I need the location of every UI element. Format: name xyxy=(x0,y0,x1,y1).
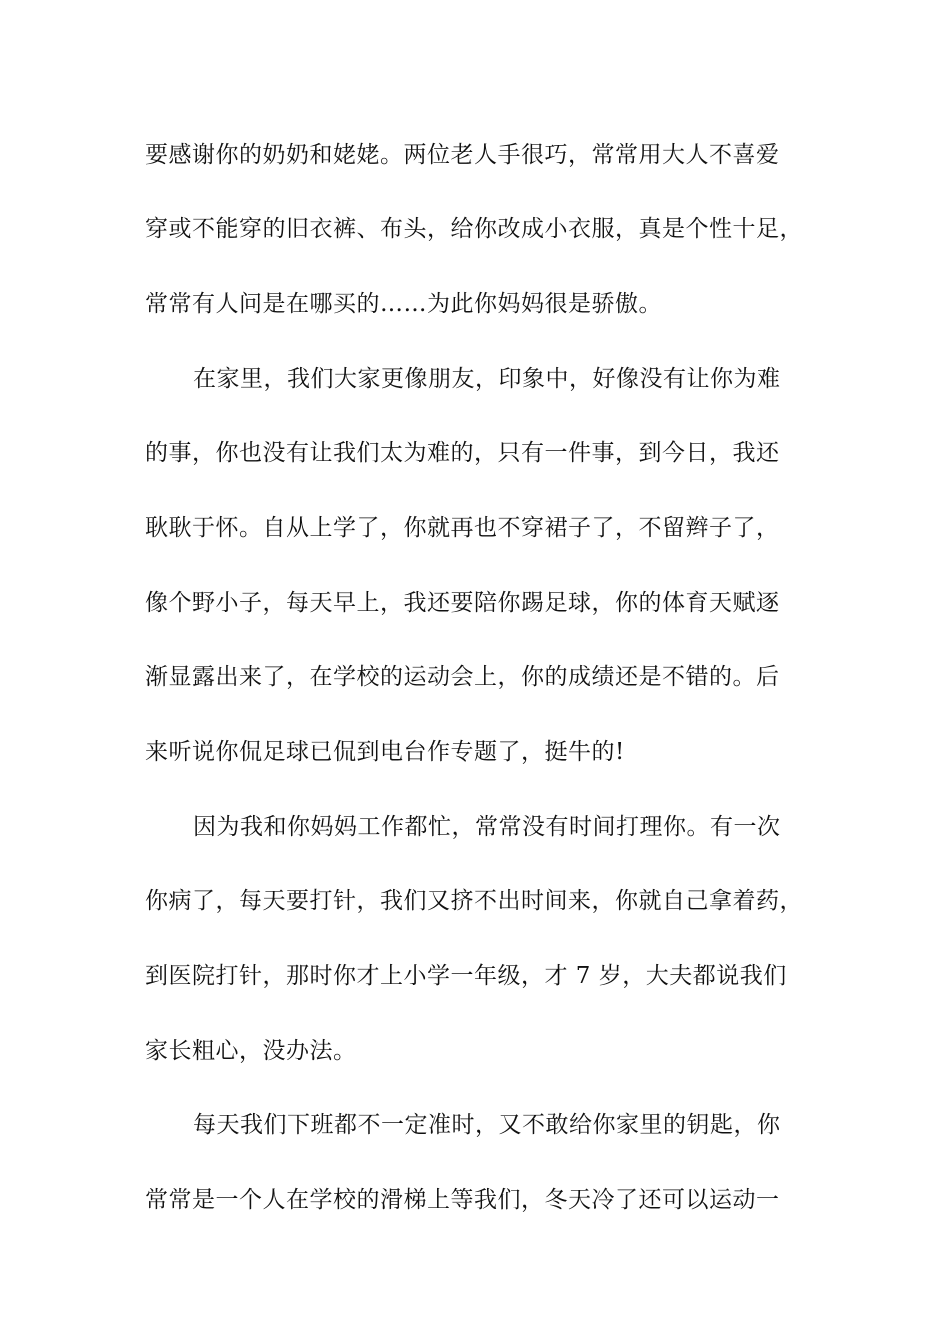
text-line: 来听说你侃足球已侃到电台作专题了，挺牛的! xyxy=(145,739,625,765)
text-line: 像个野小子，每天早上，我还要陪你踢足球，你的体育天赋逐 xyxy=(145,590,780,616)
text-line: 常常有人问是在哪买的……为此你妈妈很是骄傲。 xyxy=(145,291,662,317)
text-line: 渐显露出来了，在学校的运动会上，你的成绩还是不错的。后 xyxy=(145,664,780,690)
paragraph-first-line: 因为我和你妈妈工作都忙，常常没有时间打理你。有一次 xyxy=(193,814,781,840)
text-line: 要感谢你的奶奶和姥姥。两位老人手很巧，常常用大人不喜爱 xyxy=(145,142,780,168)
text-line: 常常是一个人在学校的滑梯上等我们，冬天冷了还可以运动一 xyxy=(145,1187,780,1213)
paragraph-first-line: 每天我们下班都不一定准时，又不敢给你家里的钥匙，你 xyxy=(193,1112,781,1138)
text-line: 穿或不能穿的旧衣裤、布头，给你改成小衣服，真是个性十足， xyxy=(145,216,803,242)
paragraph-first-line: 在家里，我们大家更像朋友，印象中，好像没有让你为难 xyxy=(193,366,781,392)
text-line: 到医院打针，那时你才上小学一年级，才 7 岁，大夫都说我们 xyxy=(145,963,787,989)
text-line: 的事，你也没有让我们太为难的，只有一件事，到今日，我还 xyxy=(145,440,780,466)
text-line: 你病了，每天要打针，我们又挤不出时间来，你就自己拿着药， xyxy=(145,888,803,914)
text-line: 家长粗心，没办法。 xyxy=(145,1038,357,1064)
text-line: 耿耿于怀。自从上学了，你就再也不穿裙子了，不留辫子了， xyxy=(145,515,780,541)
